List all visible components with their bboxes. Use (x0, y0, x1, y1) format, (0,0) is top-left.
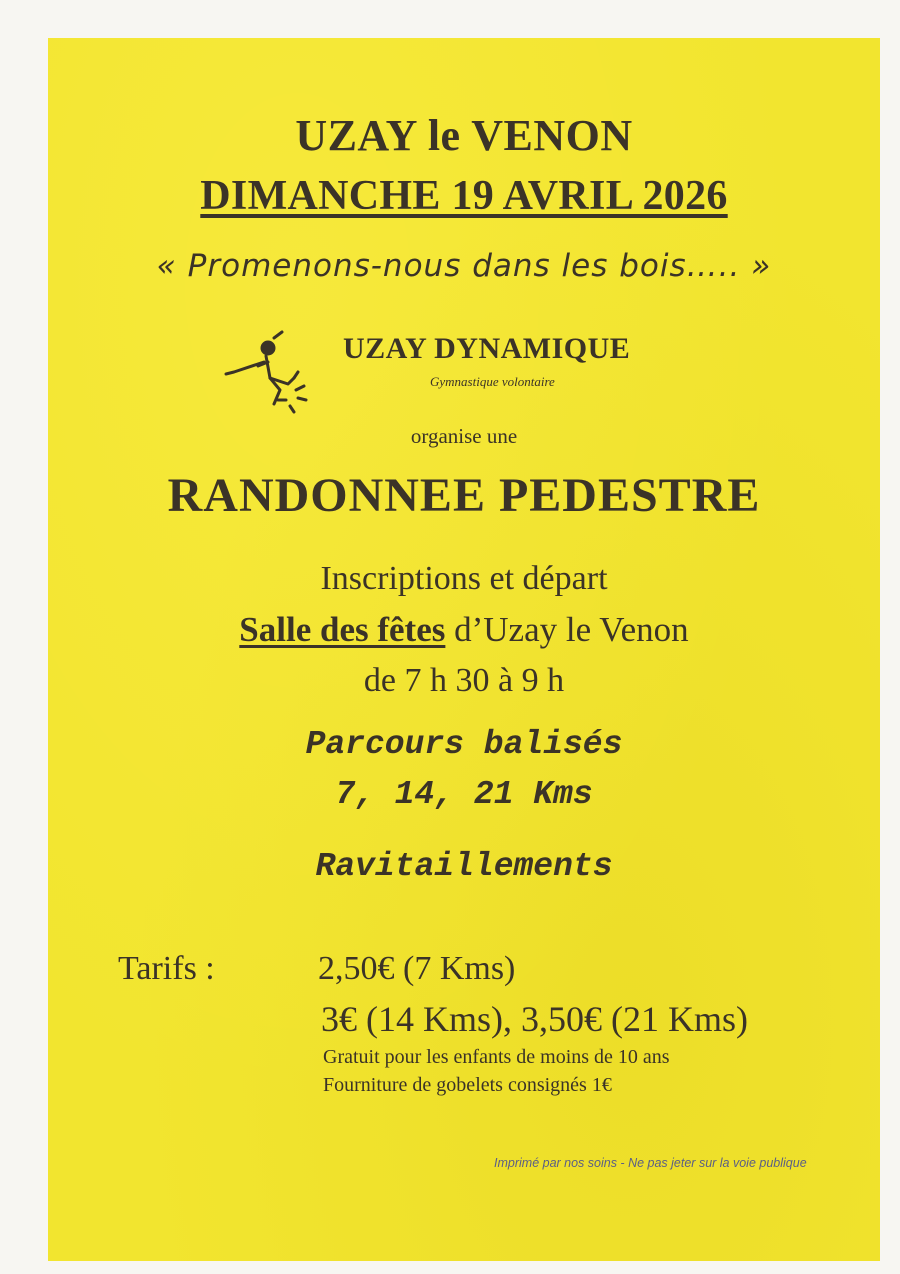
venue-name: Salle des fêtes (239, 610, 446, 649)
hours-line: de 7 h 30 à 9 h (363, 662, 565, 699)
flyer-sheet (48, 38, 880, 1261)
slogan: « Promenons-nous dans les bois….. » (156, 248, 772, 284)
tarif-note-free: Gratuit pour les enfants de moins de 10 ans (323, 1046, 670, 1068)
gymnast-figure-icon (224, 328, 320, 418)
event-name: RANDONNEE PEDESTRE (167, 469, 761, 522)
club-subtitle: Gymnastique volontaire (430, 374, 555, 389)
tarif-line-1: 2,50€ (7 Kms) (318, 950, 516, 987)
venue-suffix: d’Uzay le Venon (445, 610, 689, 649)
tarif-line-2: 3€ (14 Kms), 3,50€ (21 Kms) (321, 999, 748, 1039)
club-name: UZAY DYNAMIQUE (343, 332, 631, 365)
tarif-note-cups: Fourniture de gobelets consignés 1€ (323, 1074, 612, 1096)
tarifs-label: Tarifs : (118, 950, 215, 987)
ravitaillements: Ravitaillements (315, 848, 613, 885)
footer-note: Imprimé par nos soins - Ne pas jeter sur la voie publique (494, 1156, 807, 1170)
parcours-label: Parcours balisés (305, 726, 623, 763)
organise-text: organise une (410, 424, 518, 448)
venue-line (48, 610, 880, 650)
registration-line: Inscriptions et départ (320, 560, 608, 597)
event-date: DIMANCHE 19 AVRIL 2026 (200, 173, 728, 219)
parcours-distances: 7, 14, 21 Kms (335, 776, 593, 813)
town-title: UZAY le VENON (295, 111, 633, 160)
